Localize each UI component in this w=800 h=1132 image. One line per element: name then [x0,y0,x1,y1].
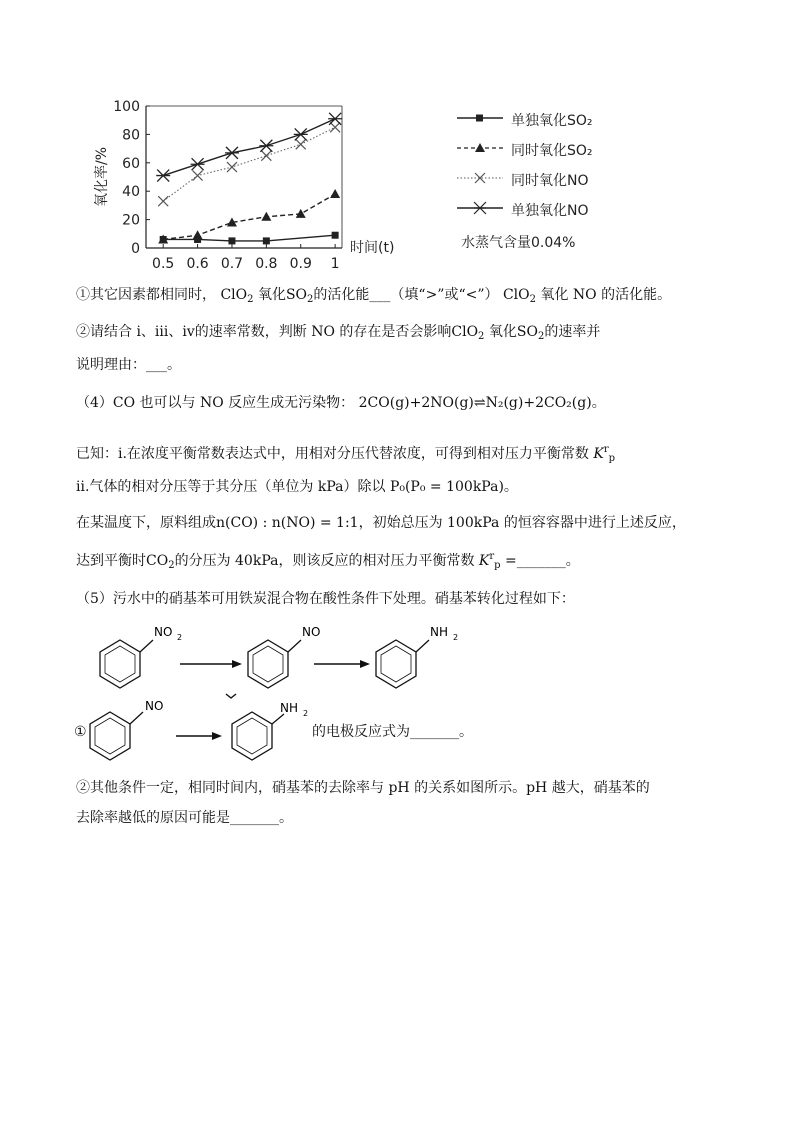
data-point-x [296,139,306,149]
no2-group-label: NO [154,625,173,639]
data-point-x [330,122,340,132]
part-4-intro: （4）CO 也可以与 NO 反应生成无污染物： 2CO(g)+2NO(g)⇌N₂(g)+2CO₂(g)。 [76,395,606,411]
data-point-x [193,171,203,181]
question-2-line-2: 说明理由：___。 [76,357,181,373]
data-point-square [263,237,270,244]
x-tick-label: 0.5 [152,256,175,272]
legend-label: 单独氧化SO₂ [511,113,593,129]
data-point-triangle [261,212,271,221]
y-tick-label: 20 [122,212,140,229]
triangle-marker-icon [455,140,505,156]
data-point-triangle [296,209,306,218]
legend-item-no-simultaneous [455,168,655,190]
data-point-triangle [193,230,203,239]
y-axis-label: 氧化率/% [94,146,110,208]
formula-clo2: ClO$_2$ [502,287,536,305]
asterisk-marker-icon [455,200,505,216]
reaction-equation: 2CO(g)+2NO(g)⇌N₂(g)+2CO₂(g) [358,395,592,411]
legend-label: 同时氧化SO₂ [511,143,593,159]
arrow-icon [314,660,370,668]
arrow-icon [176,732,222,740]
question-1: ①其它因素都相同时， ClO$_2$ 氧化$SO_2$的活化能___（填“>”或“<”） ClO$_2$ 氧化 NO 的活化能。 [76,287,672,305]
legend-item-so2-simultaneous [455,138,655,160]
arrow-icon [180,660,242,668]
question-2: ②请结合 ⅰ、ⅲ、ⅳ的速率常数，判断 NO 的存在是否会影响ClO$_2$ 氧化$SO_2$的速率并 [76,324,601,342]
data-point-asterisk [328,113,342,125]
no-group-label: NO [145,699,164,713]
data-point-x [261,151,271,161]
nh2-group-label: NH [430,625,448,639]
formula-clo2: ClO$_2$ [220,287,254,305]
known-2: ⅱ.气体的相对分压等于其分压（单位为 kPa）除以 P₀(P₀ = 100kPa)。 [76,479,518,495]
data-point-triangle [330,189,340,198]
kp-symbol: $K^r_p$ [478,551,501,571]
svg-text:2: 2 [303,709,309,718]
ph-question-line-1: ②其他条件一定，相同时间内，硝基苯的去除率与 pH 的关系如图所示。pH 越大，硝基苯的 [76,780,650,796]
formula-so2: $SO_2$ [516,324,545,342]
x-tick-label: 0.7 [220,256,244,272]
svg-text:2: 2 [453,633,459,642]
legend-label: 同时氧化NO [511,173,589,189]
water-vapor-note: 水蒸气含量0.04% [461,235,576,251]
mole-ratio: n(CO) : n(NO) = 1:1 [216,515,359,531]
nitrosobenzene-structure [248,640,301,688]
kp-symbol: $K^r_p$ [593,444,616,464]
x-tick-label: 1 [330,256,340,272]
x-axis-label: 时间(t) [350,240,395,256]
no-group-label: NO [302,625,321,639]
data-point-square [228,237,235,244]
y-tick-label: 40 [122,184,140,201]
data-point-asterisk [191,158,205,170]
nitrosobenzene-structure [90,712,143,760]
svg-text:2: 2 [177,633,183,642]
series-line-3 [163,127,335,201]
x-tick-label: 0.6 [186,256,209,272]
series-line-2 [163,194,335,239]
nitrobenzene-conversion-scheme [80,614,500,694]
condition-line-2: 达到平衡时$CO_2$的分压为 40kPa，则该反应的相对压力平衡常数 $K^r_p$ =_______。 [76,551,580,571]
x-tick-label: 0.9 [289,256,312,272]
y-tick-label: 60 [122,155,140,172]
formula-so2: $SO_2$ [285,287,314,305]
x-marker-icon [455,170,505,186]
legend-item-so2-alone [455,108,655,130]
aniline-structure [232,712,284,760]
data-point-asterisk [225,147,239,159]
series-line-4 [163,119,335,176]
chart-legend [455,104,655,254]
legend-item-no-alone [455,198,655,220]
legend-label: 单独氧化NO [511,203,589,219]
data-point-x [158,196,168,206]
part-5-intro: （5）污水中的硝基苯可用铁炭混合物在酸性条件下处理。硝基苯转化过程如下： [76,591,575,607]
data-point-square [332,232,339,239]
y-tick-label: 0 [131,241,140,257]
aniline-structure [376,640,429,688]
square-marker-icon [455,110,505,126]
y-tick-label: 100 [113,99,140,115]
data-point-x [227,162,237,172]
electrode-question-text: 的电极反应式为_______。 [312,724,473,740]
nh2-group-label: NH [280,701,298,715]
data-point-asterisk [294,128,308,140]
data-point-asterisk [259,140,273,152]
y-tick-label: 80 [122,127,140,144]
formula-co2: $CO_2$ [146,553,175,571]
electrode-question-marker: ① [74,724,87,740]
data-point-asterisk [156,170,170,182]
x-tick-label: 0.8 [255,256,278,272]
p0-definition: P₀(P₀ = 100kPa) [389,479,504,495]
condition-line-1: 在某温度下，原料组成n(CO) : n(NO) = 1:1，初始总压为 100kPa 的恒容容器中进行上述反应， [76,515,686,531]
known-1: 已知：ⅰ.在浓度平衡常数表达式中，用相对分压代替浓度，可得到相对压力平衡常数 $K^r_p$ [76,444,616,464]
ph-question-line-2: 去除率越低的原因可能是_______。 [76,810,293,826]
oxidation-rate-chart [80,88,395,278]
nitrobenzene-structure [100,640,153,688]
formula-clo2: ClO$_2$ [451,324,485,342]
electrode-reaction-scheme [88,696,318,766]
